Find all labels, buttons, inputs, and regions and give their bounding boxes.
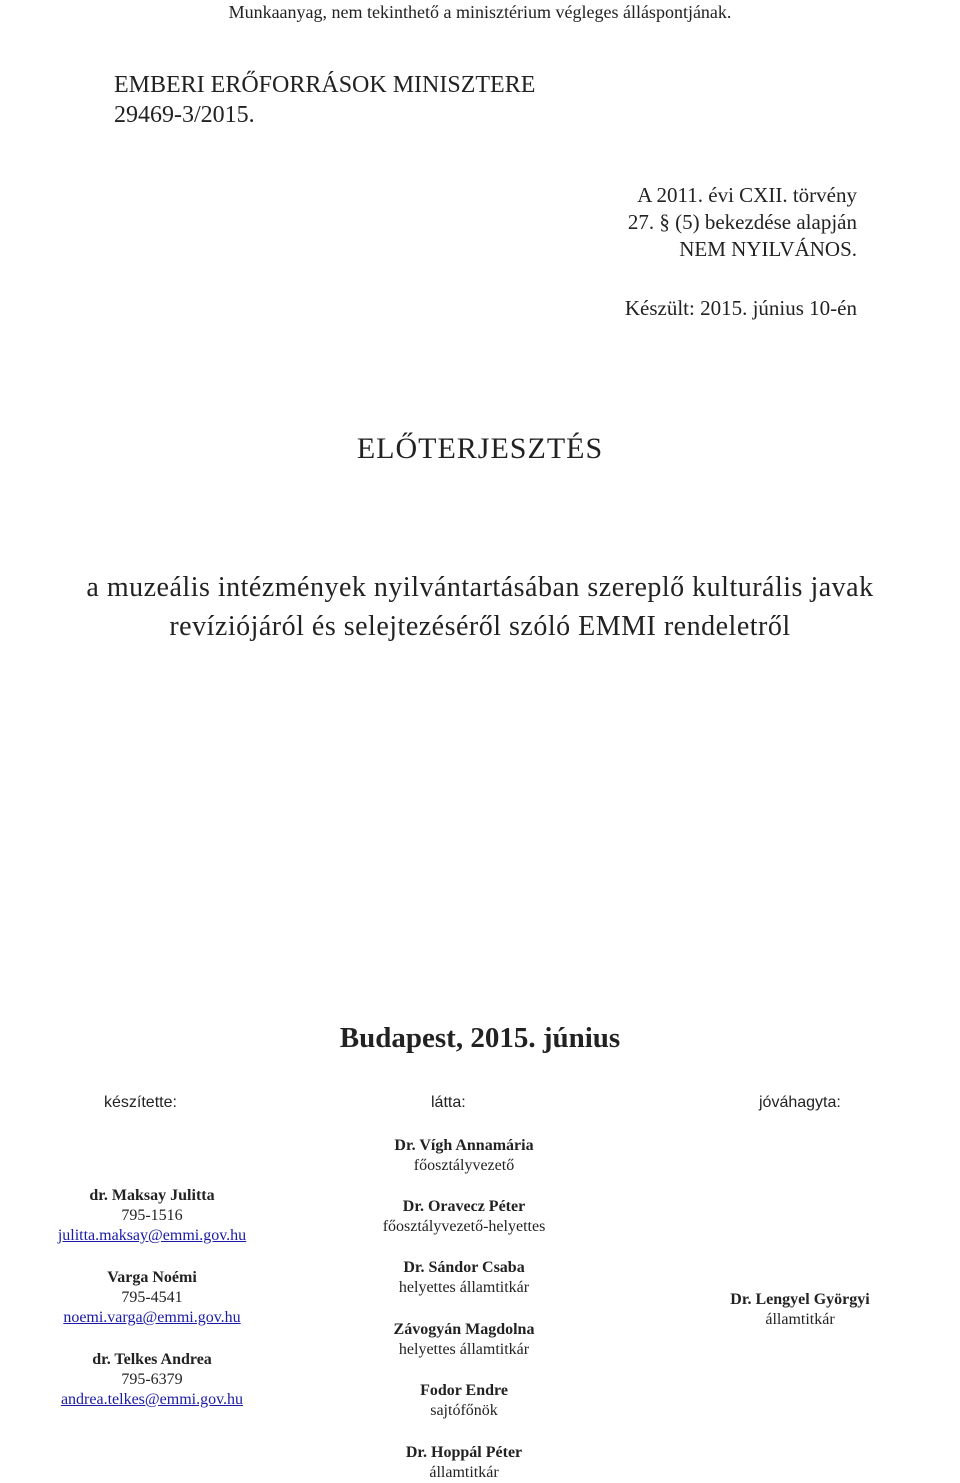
approved-by-label: jóváhagyta: (759, 1094, 841, 1111)
approver-entry (670, 1290, 930, 1330)
preparer-phone: 795-4541 (121, 1289, 183, 1306)
reviewer-name: Dr. Vígh Annamária (394, 1137, 534, 1154)
approver-role: államtitkár (765, 1311, 835, 1328)
legal-notice-line1: A 2011. évi CXII. törvény (637, 183, 857, 207)
prepared-by-label: készítette: (104, 1094, 177, 1111)
preparer-entry (22, 1350, 282, 1410)
legal-notice-line3: NEM NYILVÁNOS. (679, 237, 857, 261)
reviewer-role: helyettes államtitkár (398, 1279, 530, 1296)
reviewer-entry (334, 1258, 594, 1298)
reviewer-name: Fodor Endre (420, 1382, 508, 1399)
preparer-entry (22, 1268, 282, 1328)
reviewer-role: főosztályvezető-helyettes (382, 1218, 546, 1235)
header-note: Munkaanyag, nem tekinthető a minisztérium végleges álláspontjának. (228, 2, 732, 22)
document-type: ELŐTERJESZTÉS (356, 432, 604, 465)
preparer-email-link[interactable]: julitta.maksay@emmi.gov.hu (57, 1227, 247, 1244)
ministry-block (114, 70, 535, 130)
subject-line1: a muzeális intézmények nyilvántartásában szereplő kulturális javak (86, 572, 874, 603)
reviewer-entry (334, 1381, 594, 1421)
document-subject (0, 568, 960, 646)
reviewer-role: sajtófőnök (430, 1402, 498, 1419)
reviewer-entry (334, 1197, 594, 1237)
reviewer-role: helyettes államtitkár (398, 1341, 530, 1358)
reviewer-name: Dr. Oravecz Péter (402, 1198, 526, 1215)
reviewer-entry (334, 1320, 594, 1360)
preparer-email-link[interactable]: andrea.telkes@emmi.gov.hu (60, 1391, 244, 1408)
preparer-phone: 795-6379 (121, 1371, 183, 1388)
reviewer-name: Dr. Sándor Csaba (403, 1259, 525, 1276)
subject-line2: revíziójáról és selejtezéséről szóló EMMI rendeletről (169, 611, 791, 642)
ministry-name: EMBERI ERŐFORRÁSOK MINISZTERE (114, 72, 536, 98)
reviewer-role: államtitkár (429, 1464, 499, 1481)
preparer-name: dr. Maksay Julitta (89, 1187, 215, 1204)
reviewer-entry (334, 1443, 594, 1483)
prepared-date: Készült: 2015. június 10-én (624, 296, 857, 320)
legal-notice (628, 182, 857, 263)
seen-by-label: látta: (431, 1094, 466, 1111)
reviewer-entry (334, 1136, 594, 1176)
preparer-name: Varga Noémi (107, 1269, 197, 1286)
reviewer-role: főosztályvezető (413, 1157, 515, 1174)
preparer-phone: 795-1516 (121, 1207, 183, 1224)
reviewer-name: Dr. Hoppál Péter (405, 1444, 523, 1461)
approver-name: Dr. Lengyel Györgyi (730, 1291, 870, 1308)
preparer-entry (22, 1186, 282, 1246)
reference-number: 29469-3/2015. (114, 102, 255, 128)
place-and-date: Budapest, 2015. június (339, 1022, 621, 1054)
reviewer-name: Závogyán Magdolna (393, 1321, 535, 1338)
legal-notice-line2: 27. § (5) bekezdése alapján (627, 210, 857, 234)
preparer-name: dr. Telkes Andrea (92, 1351, 212, 1368)
preparer-email-link[interactable]: noemi.varga@emmi.gov.hu (63, 1309, 241, 1326)
